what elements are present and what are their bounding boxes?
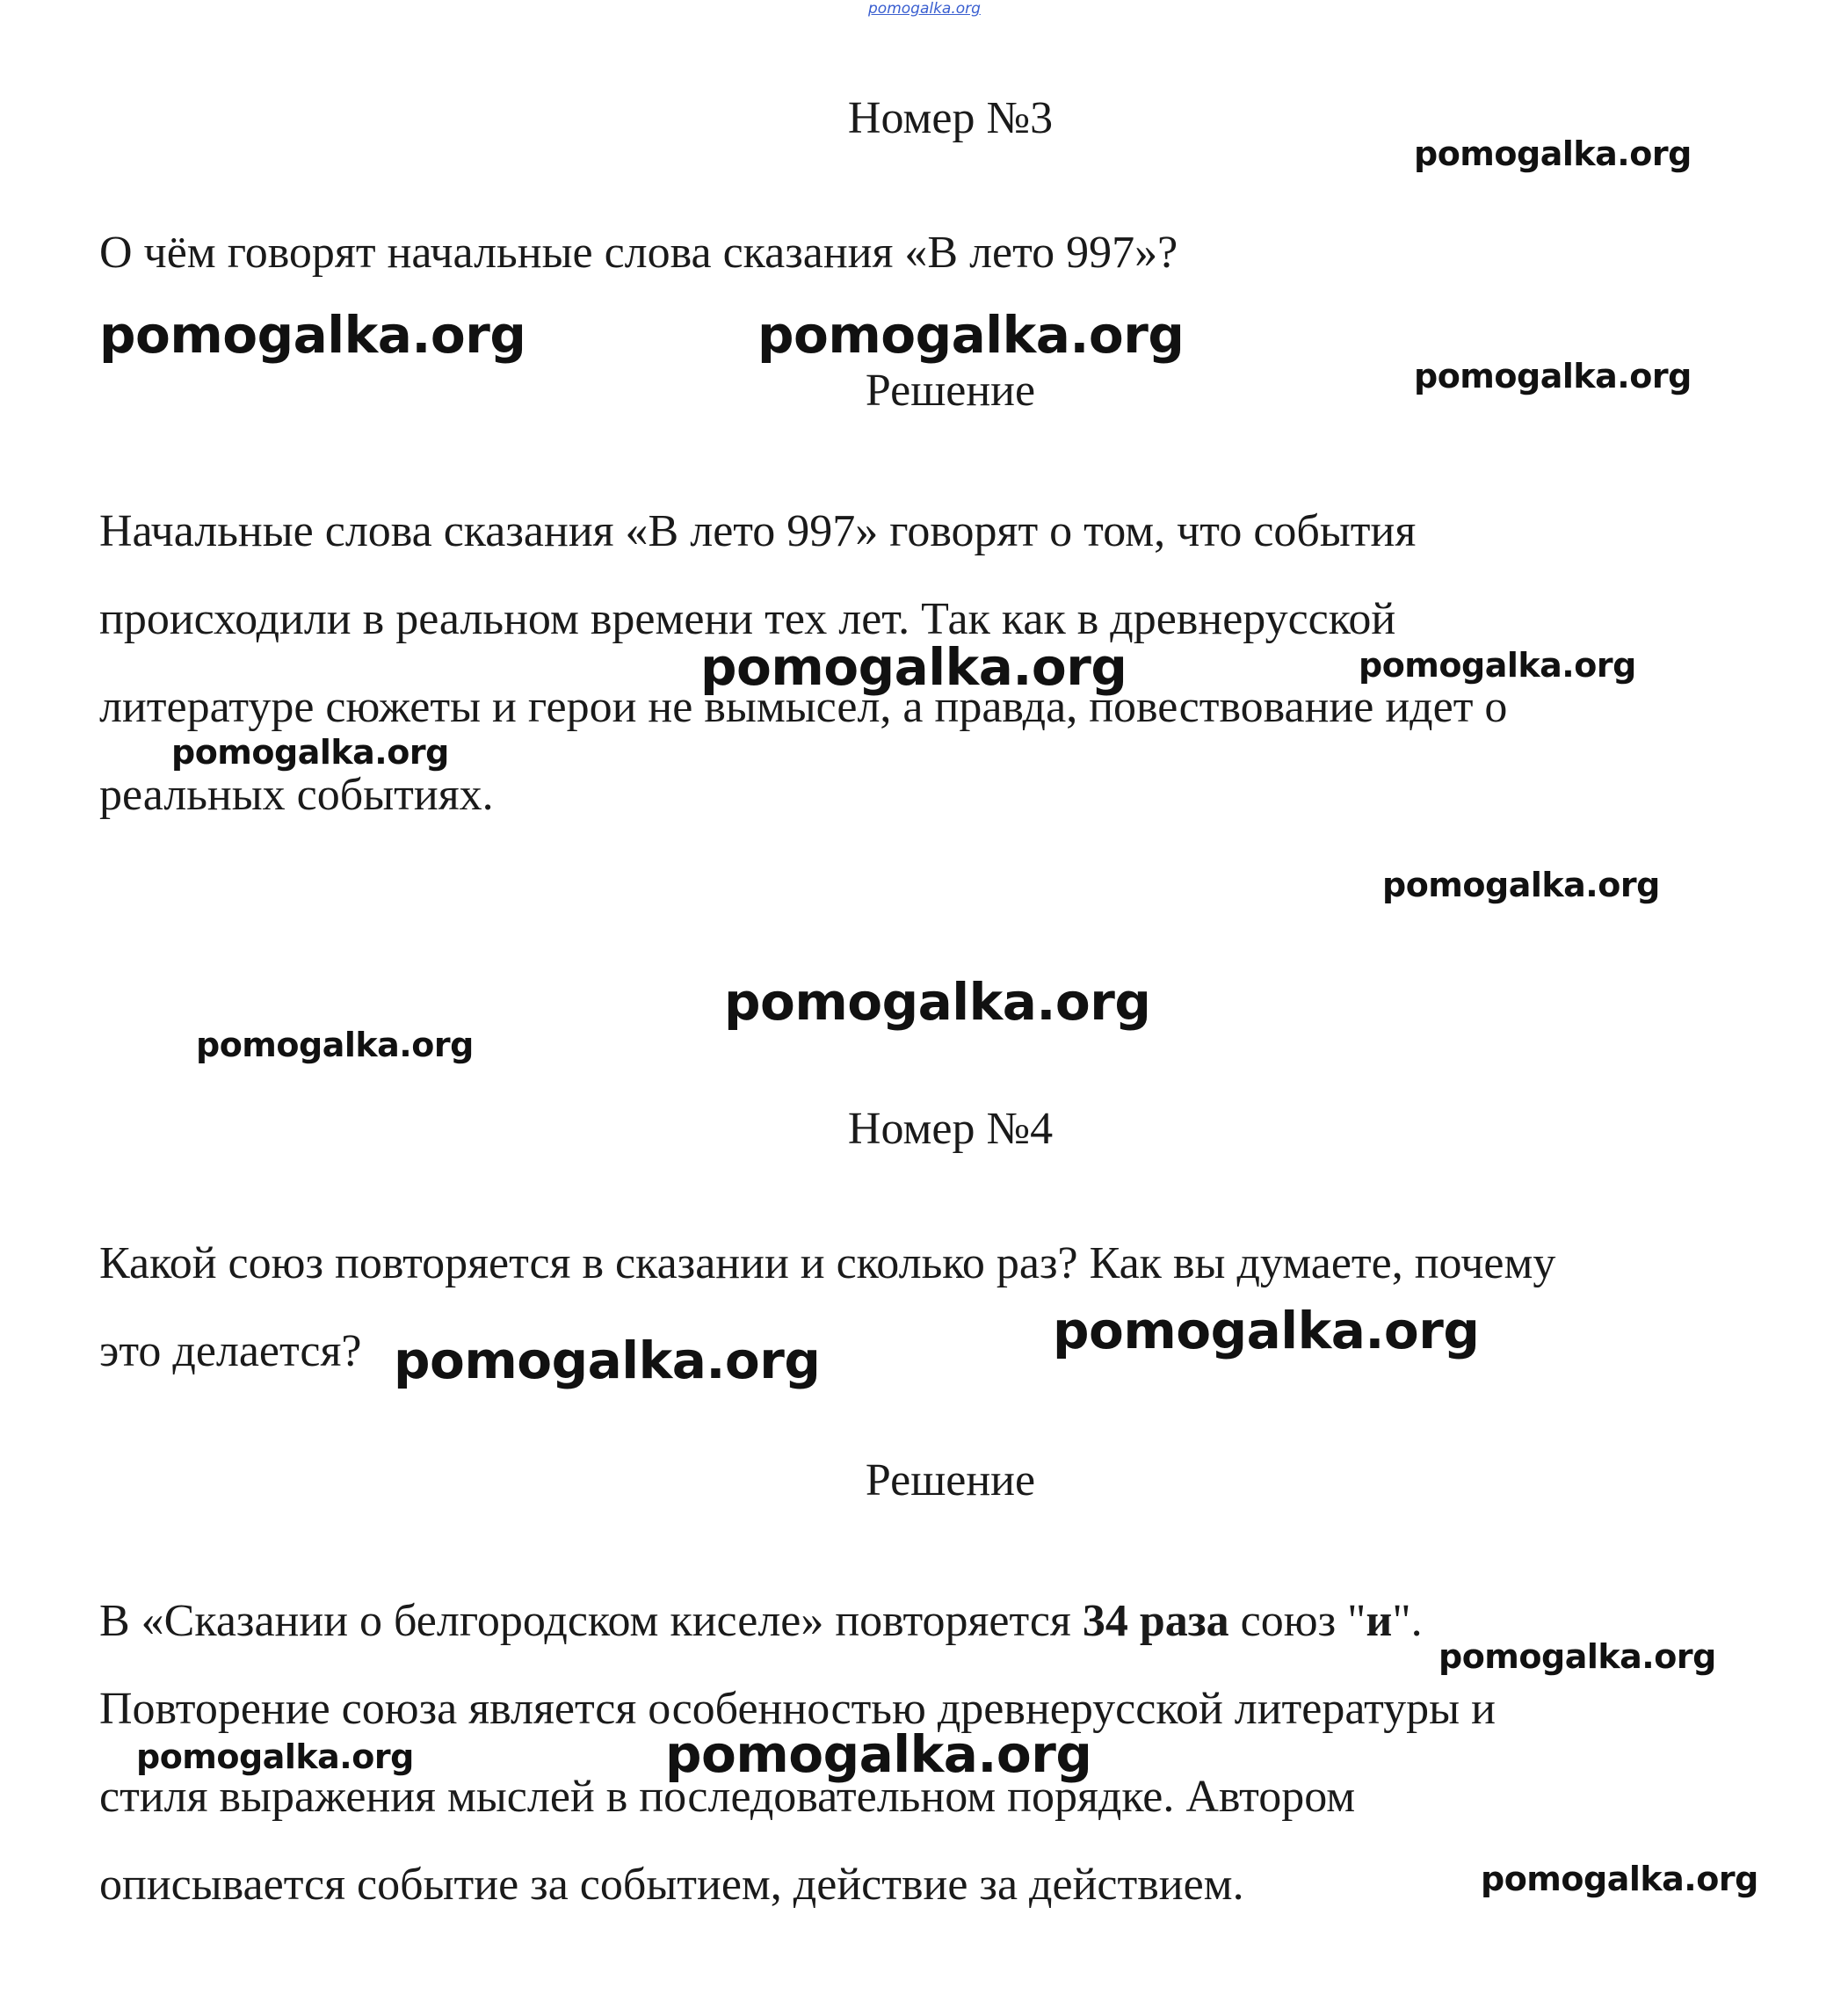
watermark: pomogalka.org	[700, 637, 1127, 697]
watermark: pomogalka.org	[724, 972, 1151, 1032]
task3-question: О чём говорят начальные слова сказания «В лето 997»?	[99, 228, 1178, 278]
watermark: pomogalka.org	[1439, 1637, 1716, 1676]
watermark: pomogalka.org	[1414, 357, 1692, 395]
watermark: pomogalka.org	[99, 305, 526, 365]
answer-text: В «Сказании о белгородском киселе» повторяется	[99, 1596, 1083, 1646]
task3-title: Номер №3	[847, 93, 1054, 143]
bold-conjunction: и	[1366, 1596, 1393, 1646]
watermark: pomogalka.org	[1481, 1860, 1758, 1898]
task4-answer-line: описывается событие за событием, действие за действием.	[99, 1860, 1244, 1910]
watermark: pomogalka.org	[1359, 646, 1636, 685]
task4-question-line: это делается?	[99, 1326, 362, 1376]
watermark: pomogalka.org	[1382, 866, 1660, 904]
task4-solution-label: Решение	[865, 1455, 1036, 1505]
watermark: pomogalka.org	[136, 1737, 414, 1776]
watermark: pomogalka.org	[196, 1026, 474, 1064]
watermark: pomogalka.org	[665, 1724, 1092, 1784]
answer-text: союз "	[1228, 1596, 1366, 1646]
watermark: pomogalka.org	[1053, 1301, 1480, 1360]
answer-text: ".	[1392, 1596, 1423, 1646]
task3-answer-line: реальных событиях.	[99, 770, 494, 820]
task4-answer-line: стиля выражения мыслей в последовательном порядке. Автором	[99, 1772, 1356, 1822]
task4-title: Номер №4	[847, 1104, 1054, 1154]
watermark: pomogalka.org	[1414, 134, 1692, 173]
task4-question-line: Какой союз повторяется в сказании и сколько раз? Как вы думаете, почему	[99, 1238, 1556, 1288]
task4-answer-line-1	[99, 1595, 1423, 1648]
task3-answer-line: происходили в реальном времени тех лет. Так как в древнерусской	[99, 594, 1396, 644]
task3-answer-line: литературе сюжеты и герои не вымысел, а правда, повествование идет о	[99, 682, 1508, 732]
watermark: pomogalka.org	[757, 305, 1185, 365]
task3-solution-label: Решение	[865, 366, 1036, 416]
watermark: pomogalka.org	[394, 1331, 821, 1390]
task3-answer-line: Начальные слова сказания «В лето 997» говорят о том, что события	[99, 506, 1417, 556]
header-watermark-link[interactable]: pomogalka.org	[868, 0, 981, 18]
task4-answer-line: Повторение союза является особенностью древнерусской литературы и	[99, 1684, 1496, 1734]
watermark: pomogalka.org	[171, 733, 449, 772]
bold-count: 34 раза	[1082, 1596, 1229, 1646]
